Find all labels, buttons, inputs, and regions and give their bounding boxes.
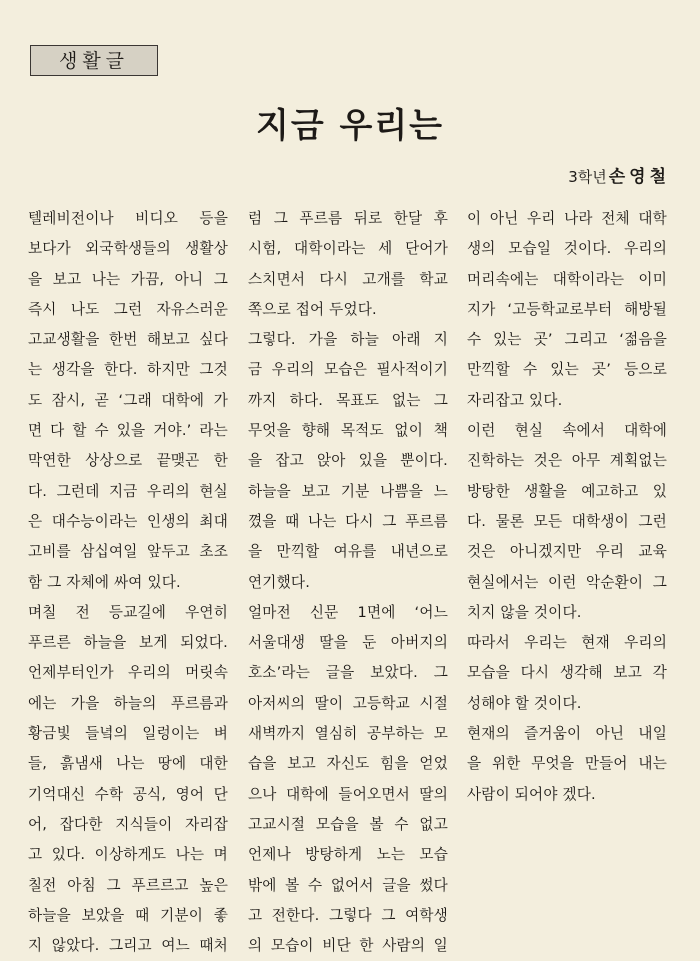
- text-line: 푸르른 하늘을 보게 되었다.: [28, 634, 228, 652]
- text-line: 그렇다. 가을 하늘 아래 지: [248, 331, 448, 349]
- text-line: 언제부터인가 우리의 머릿속: [28, 664, 228, 682]
- text-line: 막연한 상상으로 끝맺곤 한: [28, 452, 228, 470]
- text-line: 보다가 외국학생들의 생활상: [28, 240, 228, 258]
- text-line: 현실에서는 이런 악순환이 그: [467, 573, 667, 591]
- text-line: 즉시 나도 그런 자유스러운: [28, 300, 228, 318]
- author-name: 손영철: [608, 167, 670, 187]
- text-line: 황금빛 들녘의 일렁이는 벼: [28, 725, 228, 743]
- text-line: 사람이 되어야 겠다.: [467, 785, 596, 803]
- text-line: 은 대수능이라는 인생의 최대: [28, 512, 228, 530]
- text-line: 무엇을 향해 목적도 없이 책: [248, 422, 448, 440]
- text-line: 습을 보고 자신도 힘을 얻었: [248, 755, 448, 773]
- text-line: 지 않았다. 그리고 여느 때처: [28, 937, 228, 955]
- category-label: 생활글: [30, 45, 158, 76]
- text-line: 머리속에는 대학이라는 이미: [467, 270, 667, 288]
- text-line: 을 보고 나는 가끔, 아니 그: [28, 270, 228, 288]
- text-line: 고 전한다. 그렇다 그 여학생: [248, 906, 448, 924]
- text-line: 하늘을 보았을 때 기분이 좋: [28, 906, 228, 924]
- text-line: 것은 아니겠지만 우리 교육: [467, 543, 667, 561]
- text-line: 고교생활을 한번 해보고 싶다: [28, 331, 228, 349]
- text-line: 까지 하다. 목표도 없는 그: [248, 391, 448, 409]
- text-line: 새벽까지 열심히 공부하는 모: [248, 725, 448, 743]
- text-line: 럼 그 푸르름 뒤로 한달 후: [248, 210, 448, 227]
- text-line: 만끽할 수 있는 곳’ 등으로: [467, 361, 667, 379]
- text-line: 모습을 다시 생각해 보고 각: [467, 664, 667, 682]
- text-line: 호소’라는 글을 보았다. 그: [248, 664, 448, 682]
- author-byline: [568, 162, 670, 187]
- text-line: 기억대신 수학 공식, 영어 단: [28, 785, 228, 803]
- text-line: 고비를 삼십여일 앞두고 초조: [28, 543, 228, 561]
- text-line: 을 만끽할 여유를 내년으로: [248, 543, 448, 561]
- text-line: 다. 그런데 지금 우리의 현실: [28, 482, 228, 500]
- text-line: 진학하는 것은 아무 계획없는: [467, 452, 667, 470]
- text-line: 생의 모습일 것이다. 우리의: [467, 240, 667, 258]
- text-column-3: [467, 204, 667, 810]
- text-line: 도 잠시, 곧 ‘그래 대학에 가: [28, 391, 228, 409]
- author-grade: 3학년: [568, 168, 607, 186]
- text-line: 지가 ‘고등학교로부터 해방될: [467, 300, 667, 318]
- text-line: 을 위한 무엇을 만들어 내는: [467, 755, 667, 773]
- text-line: 칠전 아침 그 푸르르고 높은: [28, 876, 228, 894]
- text-line: 어, 잡다한 지식들이 자리잡: [28, 815, 228, 833]
- text-line: 의 모습이 비단 한 사람의 일: [248, 937, 448, 955]
- text-line: 는 생각을 한다. 하지만 그것: [28, 361, 228, 379]
- text-line: 수 있는 곳’ 그리고 ‘젊음을: [467, 331, 667, 349]
- text-line: 텔레비전이나 비디오 등을: [28, 210, 228, 227]
- text-line: 고 있다. 이상하게도 나는 며: [28, 846, 228, 864]
- text-line: 으나 대학에 들어오면서 딸의: [248, 785, 448, 803]
- text-line: 연기했다.: [248, 573, 311, 591]
- text-line: 현재의 즐거움이 아닌 내일: [467, 725, 667, 743]
- text-line: 서울대생 딸을 둔 아버지의: [248, 634, 448, 652]
- text-line: 스치면서 다시 고개를 학교: [248, 270, 448, 288]
- text-line: 금 우리의 모습은 필사적이기: [248, 361, 448, 379]
- text-line: 이런 현실 속에서 대학에: [467, 422, 667, 440]
- article-title: 지금 우리는: [255, 106, 445, 146]
- text-line: 을 잡고 앉아 있을 뿐이다.: [248, 452, 448, 470]
- text-line: 고교시절 모습을 볼 수 없고: [248, 815, 448, 833]
- text-line: 성해야 할 것이다.: [467, 694, 582, 712]
- text-line: 언제나 방탕하게 노는 모습: [248, 846, 448, 864]
- text-line: 들, 흙냄새 나는 땅에 대한: [28, 755, 228, 773]
- text-line: 에는 가을 하늘의 푸르름과: [28, 694, 228, 712]
- text-line: 하늘을 보고 기분 나쁨을 느: [248, 482, 448, 500]
- text-line: 쪽으로 접어 두었다.: [248, 300, 377, 318]
- text-line: 방탕한 생활을 예고하고 있: [467, 482, 667, 500]
- text-column-2: [248, 204, 448, 961]
- text-line: 면 다 할 수 있을 거야.’ 라는: [28, 422, 228, 440]
- text-line: 며칠 전 등교길에 우연히: [28, 603, 228, 621]
- text-line: 따라서 우리는 현재 우리의: [467, 634, 667, 652]
- text-line: 함 그 자체에 싸여 있다.: [28, 573, 181, 591]
- text-line: 이 아닌 우리 나라 전체 대학: [467, 210, 667, 227]
- text-line: 꼈을 때 나는 다시 그 푸르름: [248, 512, 448, 530]
- text-line: 아저씨의 딸이 고등학교 시절: [248, 694, 448, 712]
- text-line: 치지 않을 것이다.: [467, 603, 582, 621]
- text-line: 밖에 볼 수 없어서 글을 썼다: [248, 876, 448, 894]
- text-line: 시험, 대학이라는 세 단어가: [248, 240, 448, 258]
- text-line: 다. 물론 모든 대학생이 그런: [467, 512, 667, 530]
- text-column-1: [28, 204, 228, 961]
- text-line: 자리잡고 있다.: [467, 391, 563, 409]
- text-line: 얼마전 신문 1면에 ‘어느: [248, 603, 448, 621]
